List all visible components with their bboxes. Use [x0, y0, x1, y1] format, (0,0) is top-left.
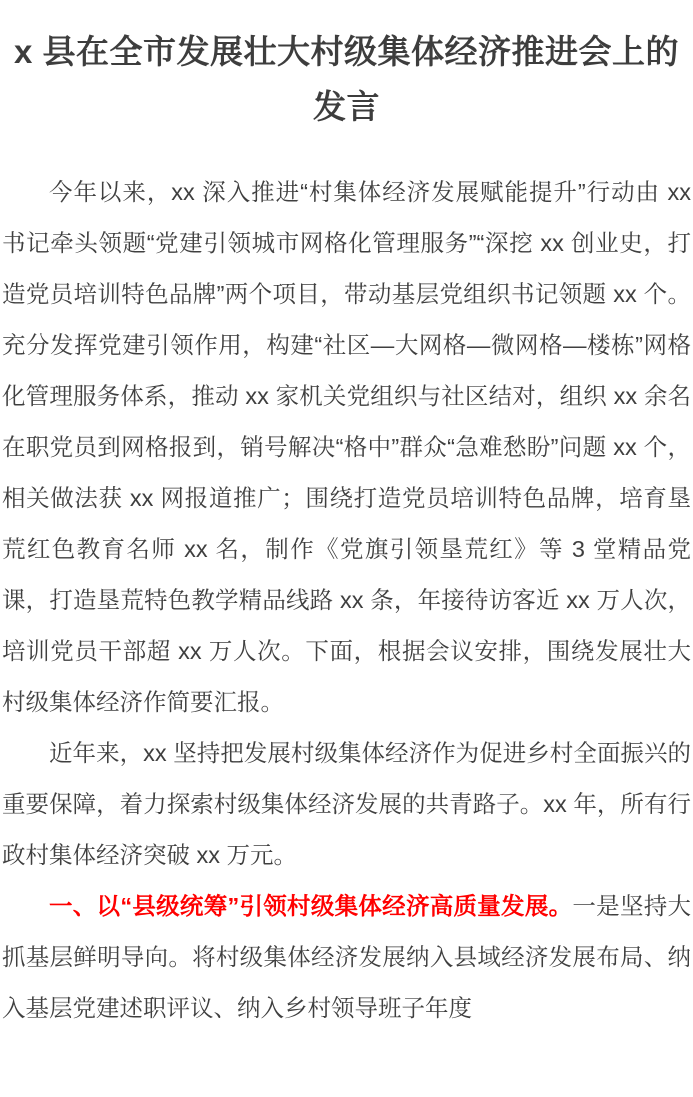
paragraph-section-one: [2, 881, 691, 1034]
section-one-body-text: 一是坚持大抓基层鲜明导向。将村级集体经济发展纳入县域经济发展布局、纳入基层党建述职评议、纳入乡村领导班子年度: [2, 893, 692, 1021]
section-one-heading: 一、以“县级统筹”引领村级集体经济高质量发展。: [49, 893, 573, 919]
paragraph-intro: 今年以来，xx 深入推进“村集体经济发展赋能提升”行动由 xx 书记牵头领题“党建引领城市网格化管理服务”“深挖 xx 创业史，打造党员培训特色品牌”两个项目，带动基层党组织书记领题 xx 个。充分发挥党建引领作用，构建“社区—大网格—微网格—楼栋”网格化管理服务体系，推动 xx 家机关党组织与社区结对，组织 xx 余名在职党员到网格报到，销号解决“格中”群众“急难愁盼”问题 xx 个，相关做法获 xx 网报道推广；围绕打造党员培训特色品牌，培育垦荒红色教育名师 xx 名，制作《党旗引领垦荒红》等 3 堂精品党课，打造垦荒特色教学精品线路 xx 条，年接待访客近 xx 万人次，培训党员干部超 xx 万人次。下面，根据会议安排，围绕发展壮大村级集体经济作简要汇报。: [2, 179, 691, 715]
document-body: [2, 167, 691, 1034]
paragraph-recent-years: 近年来，xx 坚持把发展村级集体经济作为促进乡村全面振兴的重要保障，着力探索村级集体经济发展的共青路子。xx 年，所有行政村集体经济突破 xx 万元。: [2, 740, 691, 868]
document-title: x 县在全市发展壮大村级集体经济推进会上的发言: [13, 33, 680, 125]
